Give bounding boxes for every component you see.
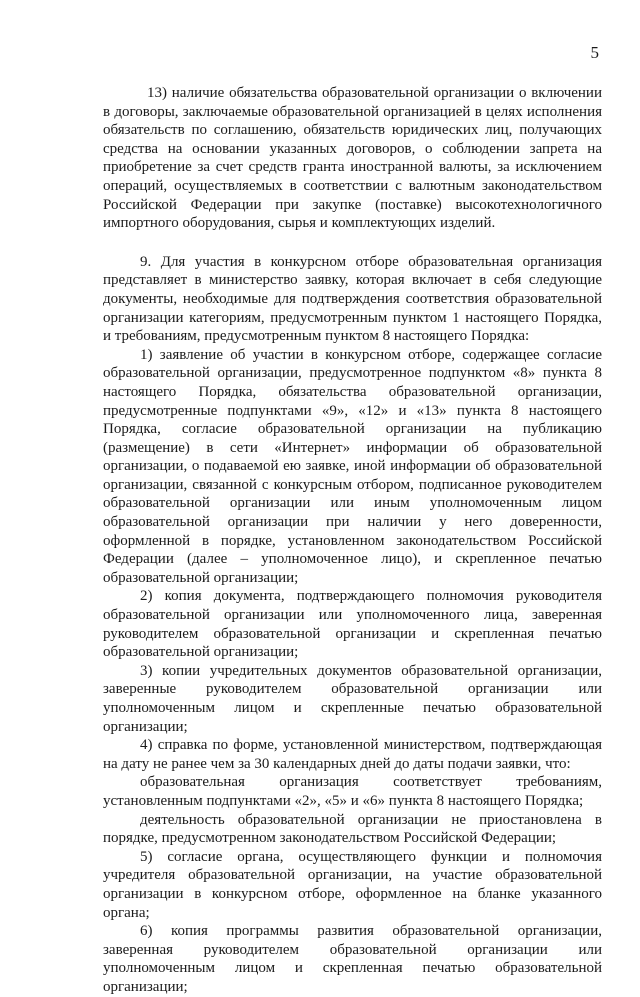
paragraph-item-2: 2) копия документа, подтверждающего полномочия руководителя образовательной организации или уполномоченного лица, заверенная руководителем образовательной организации и скрепленная печатью образовательной организации; bbox=[103, 588, 602, 661]
page-number: 5 bbox=[590, 43, 599, 62]
paragraph-item-3: 3) копии учредительных документов образовательной организации, заверенные руководителем образовательной организации или уполномоченным лицом и скрепленные печатью образовательной организации; bbox=[103, 662, 602, 735]
paragraph-item-13: 13) наличие обязательства образовательной организации о включении в договоры, заключаемые образовательной организацией в целях исполнения обязательств по соглашению, обязательств юридических лиц, получающих средства на основании указанных договоров, о соблюдении запрета на приобретение за счет средств гранта иностранной валюты, за исключением операций, осуществляемых в соответствии с валютным законодательством Российской Федерации при закупке (поставке) высокотехнологичного импортного оборудования, сырья и комплектующих изделий. bbox=[103, 85, 602, 232]
paragraph-item-1: 1) заявление об участии в конкурсном отборе, содержащее согласие образовательной организации, предусмотренное подпунктом «8» пункта 8 настоящего Порядка, обязательства образовательной организации, предусмотренные подпунктами «9», «12» и «13» пункта 8 настоящего Порядка, согласие образовательной организации на публикацию (размещение) в сети «Интернет» информации об образовательной организации, о подаваемой ею заявке, иной информации об образовательной организации, связанной с конкурсным отбором, подписанное руководителем образовательной организации или иным уполномоченным лицом образовательной организации при наличии у него доверенности, оформленной в порядке, установленном законодательством Российской Федерации (далее – уполномоченное лицо), и скрепленное печатью образовательной организации; bbox=[103, 346, 602, 586]
paragraph-item-5: 5) согласие органа, осуществляющего функции и полномочия учредителя образовательной организации, на участие образовательной организации в конкурсном отборе, оформленное на бланке указанного органа; bbox=[103, 848, 602, 921]
paragraph-item-4-clause-a: образовательная организация соответствует требованиям, установленным подпунктами «2», «5» и «6» пункта 8 настоящего Порядка; bbox=[103, 774, 602, 809]
paragraph-item-4-clause-b: деятельность образовательной организации не приостановлена в порядке, предусмотренном законодательством Российской Федерации; bbox=[103, 811, 602, 847]
paragraph-section-9: 9. Для участия в конкурсном отборе образовательная организация представляет в министерство заявку, которая включает в себя следующие документы, необходимые для подтверждения соответствия образовательной организации категориям, предусмотренным пунктом 1 настоящего Порядка, и требованиям, предусмотренным пунктом 8 настоящего Порядка: bbox=[103, 253, 602, 345]
paragraph-item-6: 6) копия программы развития образовательной организации, заверенная руководителем образовательной организации или уполномоченным лицом и скрепленная печатью образовательной организации; bbox=[103, 923, 602, 995]
document-body bbox=[103, 84, 602, 997]
paragraph-item-4: 4) справка по форме, установленной министерством, подтверждающая на дату не ранее чем за 30 календарных дней до даты подачи заявки, что: bbox=[103, 737, 602, 772]
